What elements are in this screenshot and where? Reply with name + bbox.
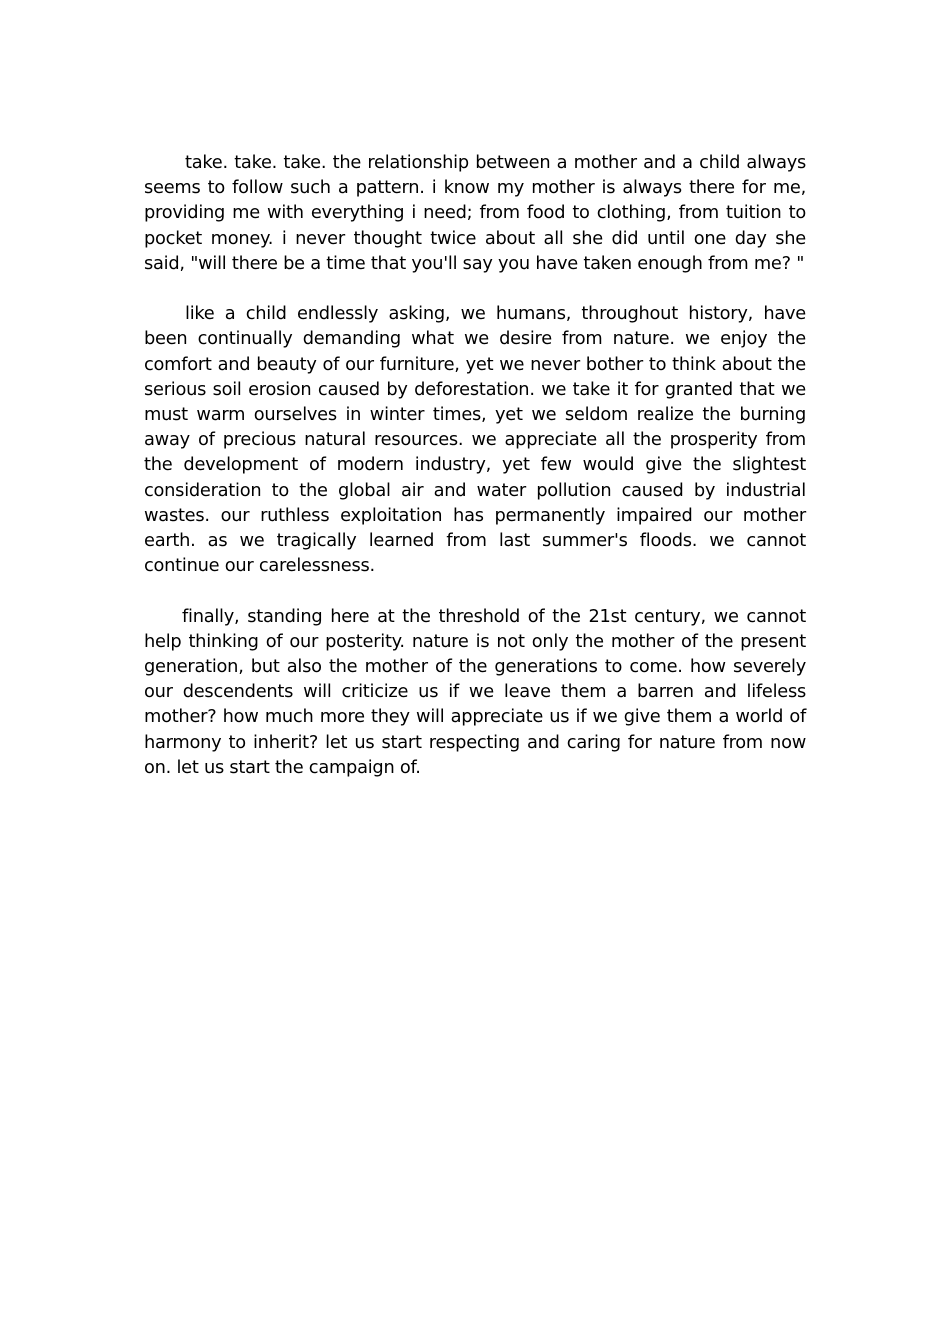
paragraph-3: finally, standing here at the threshold of the 21st century, we cannot help thinking of our posterity. nature is not only the mother of the present generation, but also the mother of the generations to come. how severely our descendents will criticize us if we leave them a barren and lifeless mother? how much more they will appreciate us if we give them a world of harmony to inherit? let us start respecting and caring for nature from now on. let us start the campaign of.: [144, 605, 806, 778]
paragraph-2: like a child endlessly asking, we humans, throughout history, have been continually demanding what we desire from nature. we enjoy the comfort and beauty of our furniture, yet we never bother to think about the serious soil erosion caused by deforestation. we take it for granted that we must warm ourselves in winter times, yet we seldom realize the burning away of precious natural resources. we appreciate all the prosperity from the development of modern industry, yet few would give the slightest consideration to the global air and water pollution caused by industrial wastes. our ruthless exploitation has permanently impaired our mother earth. as we tragically learned from last summer's floods. we cannot continue our carelessness.: [144, 303, 806, 577]
essay-body: [144, 150, 806, 805]
paragraph-1: take. take. take. the relationship between a mother and a child always seems to follow such a pattern. i know my mother is always there for me, providing me with everything i need; from food to clothing, from tuition to pocket money. i never thought twice about all she did until one day she said, "will there be a time that you'll say you have taken enough from me? ": [144, 152, 806, 274]
